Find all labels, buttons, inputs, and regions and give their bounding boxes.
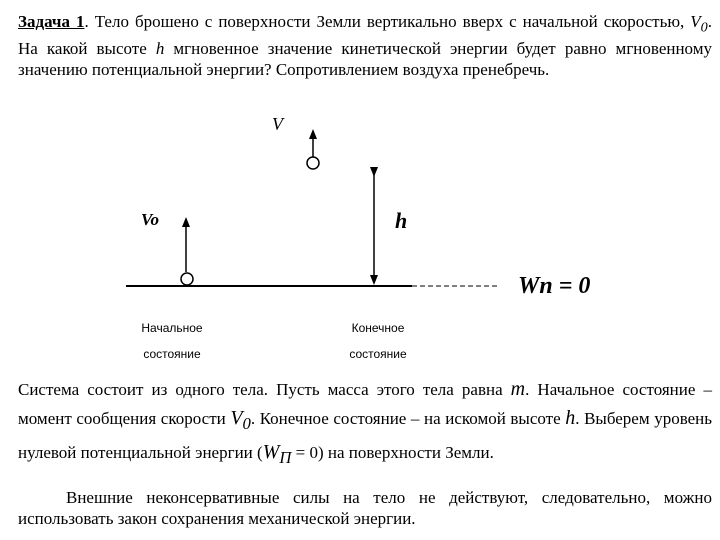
task-text-2: . На какой высоте <box>18 12 712 59</box>
v0-letter: V <box>690 12 701 31</box>
v0-subscript: 0 <box>700 19 708 36</box>
h-label: h <box>395 208 408 233</box>
initial-state-line-1: Начальное <box>141 321 203 335</box>
v0-letter-2: V <box>230 407 243 429</box>
initial-state-line-2: состояние <box>143 347 201 361</box>
final-state-line-2: состояние <box>349 347 407 361</box>
v0-subscript-2: 0 <box>242 414 251 433</box>
task-label: Задача 1 <box>18 12 85 31</box>
system-text-5: = 0) на поверхности Земли. <box>291 443 494 462</box>
system-text-1: Система состоит из одного тела. Пусть масса этого тела равна <box>18 380 511 399</box>
wp-subscript: П <box>279 448 292 467</box>
system-text-4: . Выберем уровень нулевой потенциальной энергии ( <box>18 409 713 462</box>
task-text-3: мгновенное значение кинетической энергии будет равно мгновенному значению потенциальной энергии? Сопротивлением воздуха пренебречь. <box>18 39 712 80</box>
v0-symbol-2 <box>230 407 251 433</box>
v0-label: Vo <box>141 210 159 229</box>
conservation-paragraph: Внешние неконсервативные силы на тело не действуют, следовательно, можно использовать закон сохранения механической энергии. <box>18 488 712 528</box>
h-symbol-2: h <box>565 407 576 429</box>
final-ball <box>307 157 319 169</box>
system-text-3: . Конечное состояние – на искомой высоте <box>250 409 566 428</box>
m-symbol: m <box>510 378 526 400</box>
v-label: V <box>272 114 283 134</box>
initial-ball <box>181 273 193 285</box>
task-text-1: . Тело брошено с поверхности Земли вертикально вверх с начальной скоростью, <box>84 12 691 31</box>
wp-letter: W <box>262 441 280 463</box>
system-text-2: . Начальное состояние – момент сообщения скорости <box>18 380 712 428</box>
final-state-line-1: Конечное <box>351 321 405 335</box>
system-paragraph <box>18 375 712 472</box>
wp-label: Wп = 0 <box>518 273 591 299</box>
final-state-caption <box>318 315 438 367</box>
initial-state-caption <box>112 315 232 367</box>
wp-symbol <box>262 441 292 467</box>
h-symbol: h <box>155 39 165 59</box>
